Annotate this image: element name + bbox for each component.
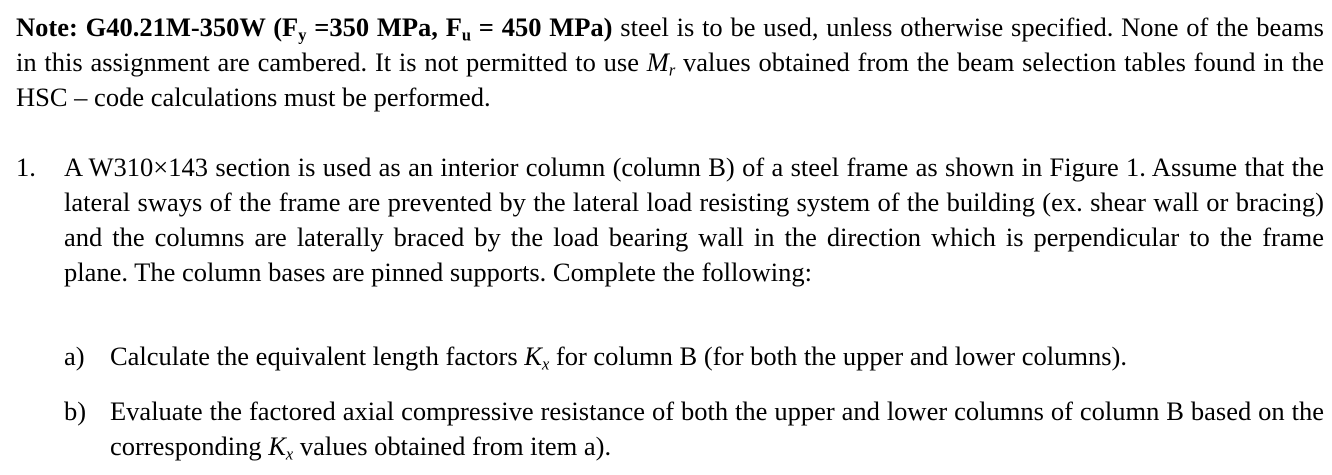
note-bold-lead: Note: G40.21M-350W ($F_y =350$ MPa, $F_u = 450$ MPa) [16, 12, 613, 45]
note-paragraph [16, 10, 1324, 115]
note-text-1: steel is to be used, unless otherwise specified. None of the beams in this assignment are cambered. It is not permitted to use [16, 12, 1324, 77]
kx-symbol: $K_x$ [268, 431, 294, 464]
mr-symbol: $M_r$ [646, 47, 676, 80]
note-text-2: values obtained from the beam selection tables found in the HSC – code calculations must be performed. [16, 47, 1324, 112]
part-text: Evaluate the factored axial compressive resistance of both the upper and lower columns of column B based on the corresponding $K_x$ values obtained from item a). [110, 396, 1324, 464]
part-label: b) [64, 396, 87, 426]
part-label: a) [64, 341, 85, 371]
kx-symbol: $K_x$ [524, 341, 550, 374]
question-body: A W310×143 section is used as an interior column (column B) of a steel frame as shown in Figure 1. Assume that the lateral sways of the frame are prevented by the lateral load resisting system of the building (ex. shear wall or bracing) and the columns are laterally braced by the load bearing wall in the direction which is perpendicular to the frame plane. The column bases are pinned supports. Complete the following: [64, 152, 1324, 287]
question-number: 1. [16, 152, 36, 182]
part-text: Calculate the equivalent length factors $K_x$ for column B (for both the upper and lower columns). [110, 341, 1127, 374]
